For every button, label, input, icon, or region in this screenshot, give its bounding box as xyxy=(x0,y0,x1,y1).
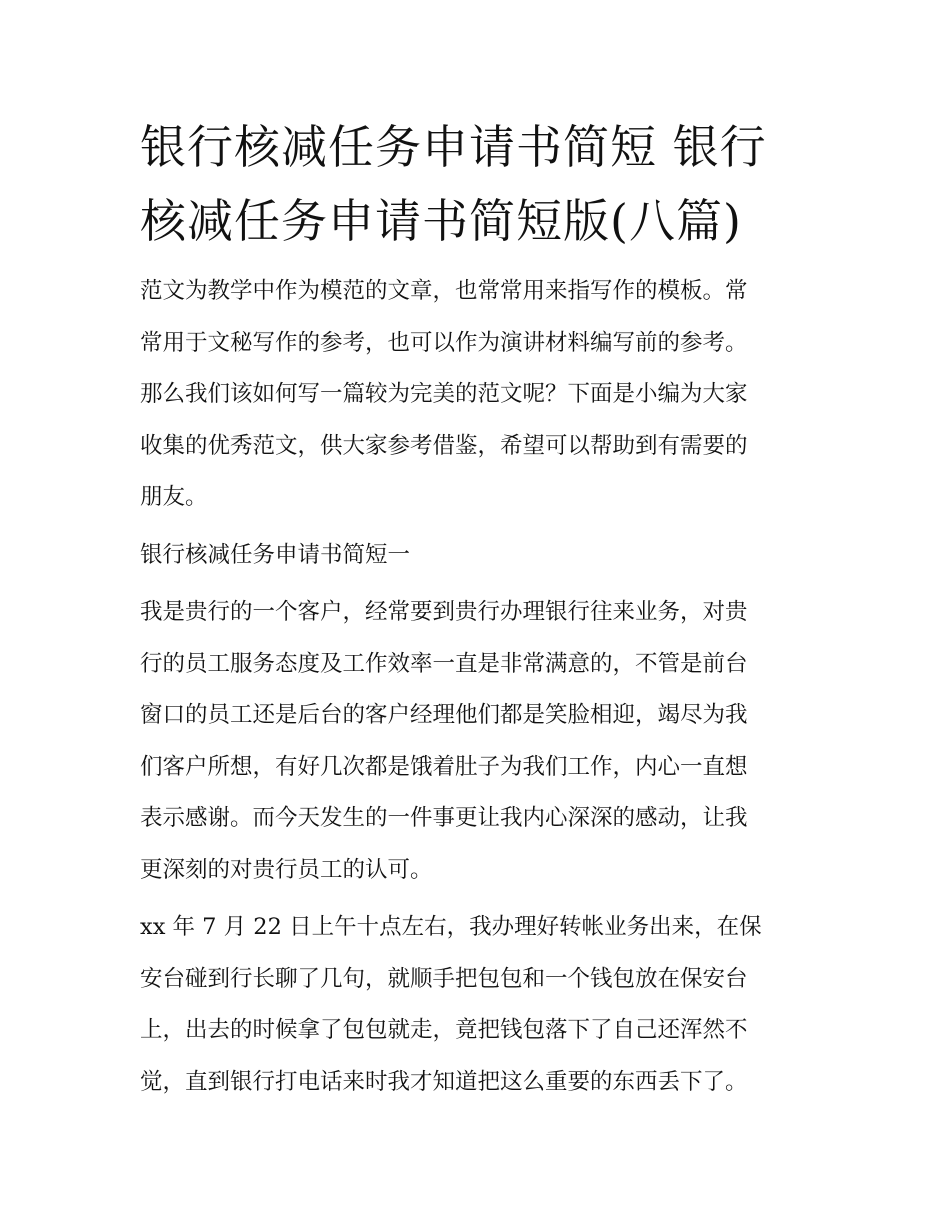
document-page xyxy=(140,110,812,1108)
paragraph-line: 我是贵行的一个客户，经常要到贵行办理银行往来业务，对贵 xyxy=(140,599,748,625)
intro-line: 常用于文秘写作的参考，也可以作为演讲材料编写前的参考。 xyxy=(140,329,748,356)
paragraph-line: 表示感谢。而今天发生的一件事更让我内心深深的感动，让我 xyxy=(140,805,748,831)
intro-line: 那么我们该如何写一篇较为完美的范文呢？下面是小编为大家 xyxy=(140,381,748,407)
paragraph-line: 更深刻的对贵行员工的认可。 xyxy=(140,856,433,883)
body-paragraph-2 xyxy=(140,902,812,1108)
title-line-1: 银行核减任务申请书简短 银行 xyxy=(140,120,767,174)
section-heading-text: 银行核减任务申请书简短一 xyxy=(140,541,411,568)
intro-paragraph xyxy=(140,266,812,524)
paragraph-line: 安台碰到行长聊了几句，就顺手把包包和一个钱包放在保安台 xyxy=(140,965,748,992)
paragraph-line: 觉，直到银行打电话来时我才知道把这么重要的东西丢下了。 xyxy=(140,1068,748,1095)
paragraph-line: 行的员工服务态度及工作效率一直是非常满意的，不管是前台 xyxy=(140,650,748,677)
intro-line: 收集的优秀范文，供大家参考借鉴，希望可以帮助到有需要的 xyxy=(140,432,748,459)
paragraph-line: 们客户所想，有好几次都是饿着肚子为我们工作，内心一直想 xyxy=(140,753,748,780)
document-title xyxy=(140,110,812,258)
paragraph-line: xx 年 7 月 22 日上午十点左右，我办理好转帐业务出来，在保 xyxy=(140,914,762,940)
intro-line: 朋友。 xyxy=(140,484,208,510)
paragraph-line: 窗口的员工还是后台的客户经理他们都是笑脸相迎，竭尽为我 xyxy=(140,702,748,728)
title-line-2: 核减任务申请书简短版(八篇) xyxy=(140,194,742,248)
intro-line: 范文为教学中作为模范的文章，也常常用来指写作的模板。常 xyxy=(140,278,748,304)
paragraph-line: 上，出去的时候拿了包包就走，竟把钱包落下了自己还浑然不 xyxy=(140,1017,748,1043)
section-heading xyxy=(140,530,812,582)
body-paragraph-1 xyxy=(140,587,812,896)
